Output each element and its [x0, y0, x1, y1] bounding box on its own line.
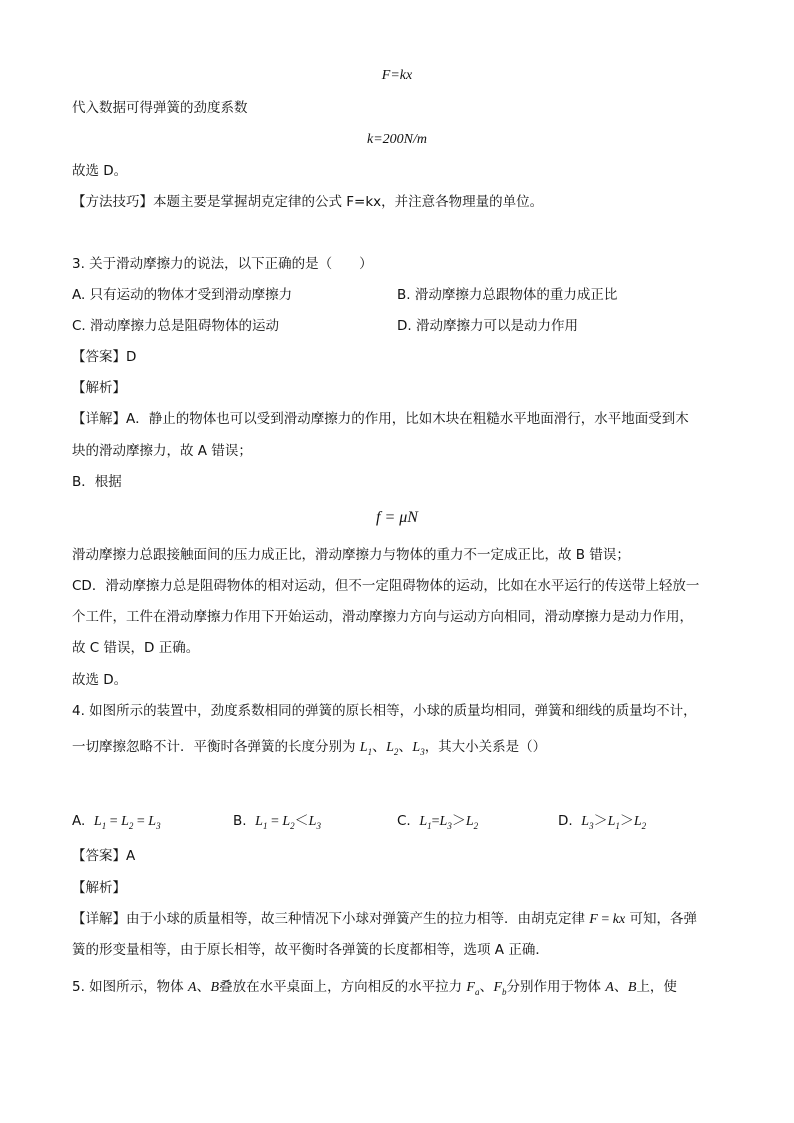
- q4-answer: 【答案】A: [72, 848, 136, 864]
- q3-detail-5: CD．滑动摩擦力总是阻碍物体的相对运动，但不一定阻碍物体的运动，比如在水平运行的传送带上轻放一: [72, 578, 700, 594]
- q4-option-a-math: $L_1 = L_2 = L_3$: [93, 814, 161, 831]
- q4-option-d: [558, 811, 646, 836]
- q3-detail-4: 滑动摩擦力总跟接触面间的压力成正比，滑动摩擦力与物体的重力不一定成正比，故 B 错误；: [72, 547, 630, 563]
- choose-text-1: 故选 D。: [72, 163, 128, 179]
- q4-stem-2: [72, 737, 546, 762]
- q4-stem-1: 4. 如图所示的装置中，劲度系数相同的弹簧的原长相等，小球的质量均相同，弹簧和细线的质量均不计，: [72, 703, 697, 719]
- q3-stem: 3. 关于滑动摩擦力的说法，以下正确的是（ ）: [72, 256, 373, 272]
- q4-option-b: [233, 811, 321, 836]
- q4-analysis-label: 【解析】: [72, 880, 126, 896]
- q3-detail-2: 块的滑动摩擦力，故 A 错误；: [72, 443, 252, 459]
- q4-option-a: [72, 811, 161, 836]
- q5-stem-mid2: 分别作用于物体: [506, 979, 602, 995]
- q4-option-d-math: $L_3>L_1>L_2$: [581, 814, 647, 831]
- q3-analysis-label: 【解析】: [72, 380, 126, 396]
- q5-stem-mid: 叠放在水平桌面上，方向相反的水平拉力: [219, 979, 463, 995]
- q4-option-d-letter: D.: [558, 813, 573, 829]
- formula-friction: f = μN: [376, 509, 418, 526]
- q3-choose: 故选 D。: [72, 672, 128, 688]
- q5-stem-pre: 5. 如图所示，物体: [72, 979, 184, 995]
- q5-forces: $F_a$、$F_b$: [466, 980, 507, 997]
- q4-detail-1-post: 可知，各弹: [629, 911, 697, 927]
- q4-option-b-math: $L_1 = L_2<L_3$: [255, 814, 321, 831]
- q3-option-a: A. 只有运动的物体才受到滑动摩擦力: [72, 287, 293, 303]
- q5-objects-ab: A、B: [187, 980, 220, 995]
- q4-stem-2-post: ，其大小关系是（）: [424, 739, 547, 755]
- q4-detail-1: [72, 909, 697, 930]
- q3-detail-7: 故 C 错误，D 正确。: [72, 640, 200, 656]
- q3-detail-3: B．根据: [72, 474, 122, 490]
- q4-detail-1-pre: 由于小球的质量相等，故三种情况下小球对弹簧产生的拉力相等．由胡克定律: [126, 911, 585, 927]
- q5-objects-ab-2: A、B: [605, 980, 637, 995]
- formula-hooke: F=kx: [381, 68, 413, 83]
- q4-option-a-letter: A.: [72, 813, 86, 829]
- q3-option-d: D. 滑动摩擦力可以是动力作用: [397, 318, 578, 334]
- q3-option-c: C. 滑动摩擦力总是阻碍物体的运动: [72, 318, 280, 334]
- q4-hooke-formula: F = kx: [589, 912, 626, 927]
- q4-option-c: [397, 811, 478, 836]
- q4-stem-2-pre: 一切摩擦忽略不计．平衡时各弹簧的长度分别为: [72, 739, 356, 755]
- q5-stem-post: 上，使: [636, 979, 677, 995]
- q4-detail-label: 【详解】: [72, 911, 126, 927]
- q3-detail-1: [72, 409, 689, 429]
- tip-text: 本题主要是掌握胡克定律的公式 F=kx，并注意各物理量的单位。: [153, 194, 544, 210]
- q4-detail-2: 簧的形变量相等，由于原长相等，故平衡时各弹簧的长度都相等，选项 A 正确．: [72, 942, 549, 958]
- q5-stem: [72, 977, 677, 1002]
- text-substitute: 代入数据可得弹簧的劲度系数: [72, 100, 248, 116]
- formula-k-value: k=200N/m: [367, 132, 427, 147]
- q3-option-b: B. 滑动摩擦力总跟物体的重力成正比: [397, 287, 618, 303]
- q3-detail-6: 个工件，工件在滑动摩擦力作用下开始运动，滑动摩擦力方向与运动方向相同，滑动摩擦力是动力作用，: [72, 609, 693, 625]
- q4-lengths-symbols: $L_1$、$L_2$、$L_3$: [359, 740, 425, 757]
- q4-option-c-math: $L_1=L_3>L_2$: [419, 814, 479, 831]
- q4-option-b-letter: B.: [233, 813, 247, 829]
- tip-label: 【方法技巧】: [72, 194, 153, 210]
- method-tip: [72, 192, 543, 212]
- q3-detail-label: 【详解】: [72, 411, 126, 427]
- q4-option-c-letter: C.: [397, 813, 411, 829]
- q3-answer: 【答案】D: [72, 349, 137, 365]
- q3-detail-1-text: A．静止的物体也可以受到滑动摩擦力的作用，比如木块在粗糙水平地面滑行，水平地面受到木: [126, 411, 689, 427]
